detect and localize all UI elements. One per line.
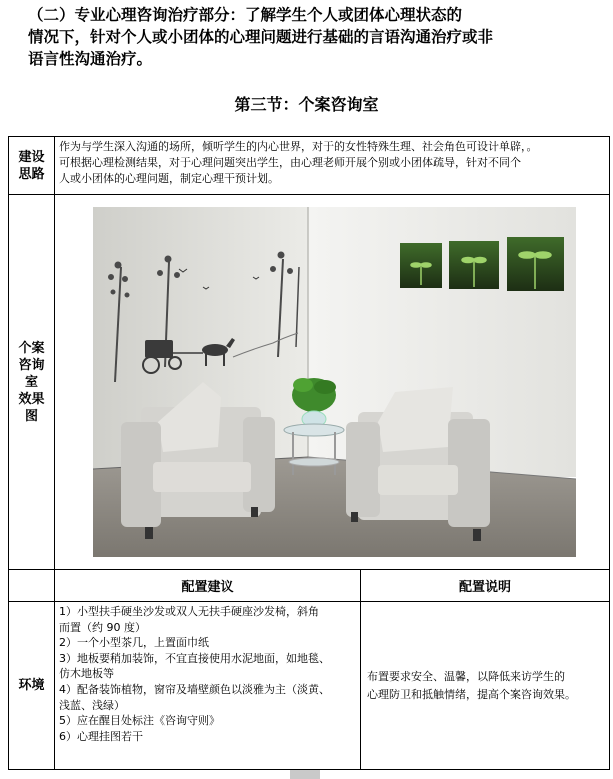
environment-note-cell — [361, 602, 610, 770]
section-title: 第三节：个案咨询室 — [234, 95, 379, 114]
config-explanation-header: 配置说明 — [361, 570, 610, 602]
page-scroll-marker — [290, 770, 320, 779]
design-label-line-2: 思路 — [18, 166, 45, 182]
photo-label-char: 效果 — [18, 391, 45, 407]
design-row — [9, 137, 610, 195]
intro-line-1: （二）专业心理咨询治疗部分：了解学生个人或团体心理状态的 — [28, 6, 463, 24]
photo-label-cell — [9, 195, 55, 570]
design-text-line-3: 人或小团体的心理问题，制定心理干预计划。 — [59, 172, 279, 185]
list-item: 1）小型扶手硬坐沙发或双人无扶手硬座沙发椅，斜角 — [59, 605, 319, 618]
design-text-line-1: 作为与学生深入沟通的场所，倾听学生的内心世界，对于的女性特殊生理、社会角色可设计单辟，。 — [59, 140, 538, 153]
list-item: 2）一个小型茶几，上置面巾纸 — [59, 636, 209, 650]
config-suggestion-header: 配置建议 — [55, 570, 361, 602]
consultation-room-table — [8, 136, 610, 770]
photo-label-char: 个案 — [18, 340, 45, 356]
consultation-room-photo — [93, 207, 576, 557]
list-item: 4）配备装饰植物，窗帘及墙壁颜色以淡雅为主（淡黄、 — [59, 682, 330, 696]
photo-cell — [55, 195, 610, 570]
photo-label-char: 咨询 — [18, 357, 45, 373]
list-item: 5）应在醒目处标注《咨询守则》 — [59, 714, 220, 728]
photo-row — [9, 195, 610, 570]
environment-note-line-1: 布置要求安全、温馨，以降低来访学生的 — [367, 669, 565, 683]
list-item: 而置（约 90 度） — [59, 620, 146, 634]
photo-label-char: 室 — [24, 374, 38, 390]
intro-line-3: 语言性沟通治疗。 — [28, 50, 153, 68]
config-header-row — [9, 570, 610, 602]
list-item: 浅蓝、浅绿） — [59, 698, 125, 712]
intro-line-2: 情况下，针对个人或小团体的心理问题进行基础的言语沟通治疗或非 — [28, 28, 494, 46]
design-text-cell — [55, 137, 610, 195]
design-label-line-1: 建设 — [18, 149, 45, 165]
config-header-blank — [9, 570, 55, 602]
environment-note-line-2: 心理防卫和抵触情绪，提高个案咨询效果。 — [367, 687, 576, 701]
list-item: 仿木地板等 — [59, 667, 114, 681]
list-item: 3）地板要稍加装饰，不宜直接使用水泥地面，如地毯、 — [59, 651, 330, 665]
environment-label: 环境 — [9, 602, 55, 770]
list-item: 6）心理挂图若干 — [59, 729, 143, 743]
design-text-line-2: 可根据心理检测结果，对于心理问题突出学生，由心理老师开展个别或小团体疏导，针对不同个 — [59, 156, 521, 169]
environment-row — [9, 602, 610, 770]
photo-label-char: 图 — [24, 408, 38, 424]
intro-paragraph — [28, 4, 588, 70]
design-label-cell — [9, 137, 55, 195]
environment-suggestion-list — [55, 602, 361, 770]
